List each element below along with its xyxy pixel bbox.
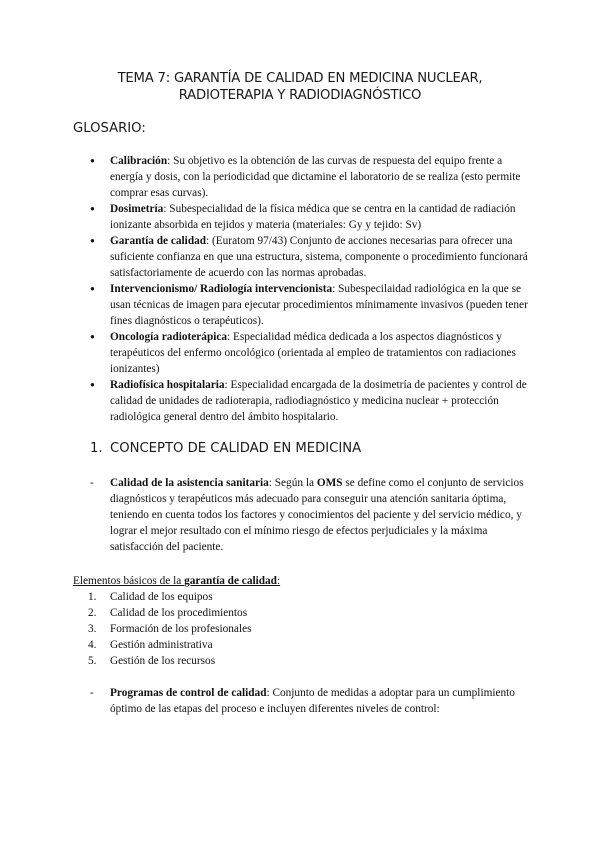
item-number: 1. bbox=[88, 591, 97, 603]
section-number: 1. bbox=[90, 441, 103, 456]
document-title bbox=[80, 70, 520, 104]
list-item bbox=[88, 653, 252, 669]
programas-text: : Conjunto de medidas a adoptar para un cumplimiento óptimo de las etapas del proceso e incluyen diferentes niveles de control: bbox=[110, 687, 515, 715]
item-label: Gestión de los recursos bbox=[110, 655, 216, 667]
list-item bbox=[88, 605, 252, 621]
list-item bbox=[88, 637, 252, 653]
glossary-item bbox=[90, 281, 530, 329]
elementos-suffix: : bbox=[276, 575, 281, 587]
glossary-list bbox=[90, 153, 530, 425]
glossary-definition: : Subespecilaidad radiológica en la que se usan técnicas de imagen para ejecutar procedimientos mínimamente invasivos (pueden tener fines diagnósticos o terapéuticos). bbox=[110, 283, 528, 327]
title-line-2: RADIOTERAPIA Y RADIODIAGNÓSTICO bbox=[178, 88, 422, 103]
glossary-term: Oncología radioterápica bbox=[110, 331, 228, 343]
glossary-definition: : Subespecialidad de la física médica que se centra en la cantidad de radiación ionizante absorbida en tejidos y materia (materiales: Gy y tejido: Sv) bbox=[110, 203, 516, 231]
programas-paragraph bbox=[90, 685, 532, 717]
item-label: Calidad de los equipos bbox=[110, 591, 213, 603]
elementos-heading bbox=[73, 573, 280, 589]
glossary-item bbox=[90, 233, 530, 281]
glossary-definition: : Especialidad encargada de la dosimetría de pacientes y control de calidad de unidades de radioterapia, radiodiagnóstico y medicina nuclear + protección radiológica general dentro del ámbito hospitalario. bbox=[110, 379, 527, 423]
glosario-heading: GLOSARIO: bbox=[73, 121, 146, 136]
item-number: 2. bbox=[88, 607, 97, 619]
glossary-item bbox=[90, 329, 530, 377]
section-heading bbox=[90, 441, 361, 456]
elementos-list bbox=[88, 589, 252, 669]
elementos-bold: garantía de calidad bbox=[184, 575, 277, 587]
glossary-term: Calibración bbox=[110, 155, 168, 167]
glossary-term: Intervencionismo/ Radiología intervencionista bbox=[110, 283, 333, 295]
list-item bbox=[88, 589, 252, 605]
list-item bbox=[88, 621, 252, 637]
calidad-asistencia-text-a: : Según la bbox=[268, 477, 317, 489]
glossary-definition: : Especialidad médica dedicada a los aspectos diagnósticos y terapéuticos del enfermo oncológico (orientada al empleo de tratamientos con radiaciones ionizantes) bbox=[110, 331, 516, 375]
glossary-definition: : (Euratom 97/43) Conjunto de acciones necesarias para ofrecer una suficiente confianza en que una estructura, sistema, componente o procedimiento funcionará satisfactoriamente de acuerdo con las normas aprobadas. bbox=[110, 235, 528, 279]
glossary-item bbox=[90, 377, 530, 425]
dash-bullet: - bbox=[90, 687, 94, 699]
glossary-term: Garantía de calidad bbox=[110, 235, 207, 247]
calidad-asistencia-term: Calidad de la asistencia sanitaria bbox=[110, 477, 269, 489]
item-number: 4. bbox=[88, 639, 97, 651]
item-label: Gestión administrativa bbox=[110, 639, 213, 651]
glossary-term: Radiofísica hospitalaria bbox=[110, 379, 225, 391]
item-label: Calidad de los procedimientos bbox=[110, 607, 248, 619]
title-line-1: TEMA 7: GARANTÍA DE CALIDAD EN MEDICINA NUCLEAR, bbox=[117, 71, 483, 86]
glossary-item bbox=[90, 201, 530, 233]
glossary-item bbox=[90, 153, 530, 201]
glossary-definition: : Su objetivo es la obtención de las curvas de respuesta del equipo frente a energía y dosis, con la periodicidad que dictamine el laboratorio de se realiza (esto permite comprar esas curvas). bbox=[110, 155, 521, 199]
section-title: CONCEPTO DE CALIDAD EN MEDICINA bbox=[110, 441, 362, 456]
item-number: 5. bbox=[88, 655, 97, 667]
oms-term: OMS bbox=[316, 477, 343, 489]
item-label: Formación de los profesionales bbox=[110, 623, 252, 635]
glossary-term: Dosimetría bbox=[110, 203, 164, 215]
dash-bullet: - bbox=[90, 477, 94, 489]
elementos-prefix: Elementos básicos de la bbox=[73, 575, 185, 587]
item-number: 3. bbox=[88, 623, 97, 635]
programas-term: Programas de control de calidad bbox=[110, 687, 267, 699]
calidad-asistencia-text-b: se define como el conjunto de servicios diagnósticos y terapéuticos más adecuado para conseguir una atención sanitaria óptima, teniendo en cuenta todos los factores y conocimientos del paciente y del servicio médico, y lograr el mejor resultado con el mínimo riesgo de efectos perjudiciales y la máxima satisfacción del paciente. bbox=[110, 477, 524, 553]
calidad-asistencia-paragraph bbox=[90, 475, 532, 555]
